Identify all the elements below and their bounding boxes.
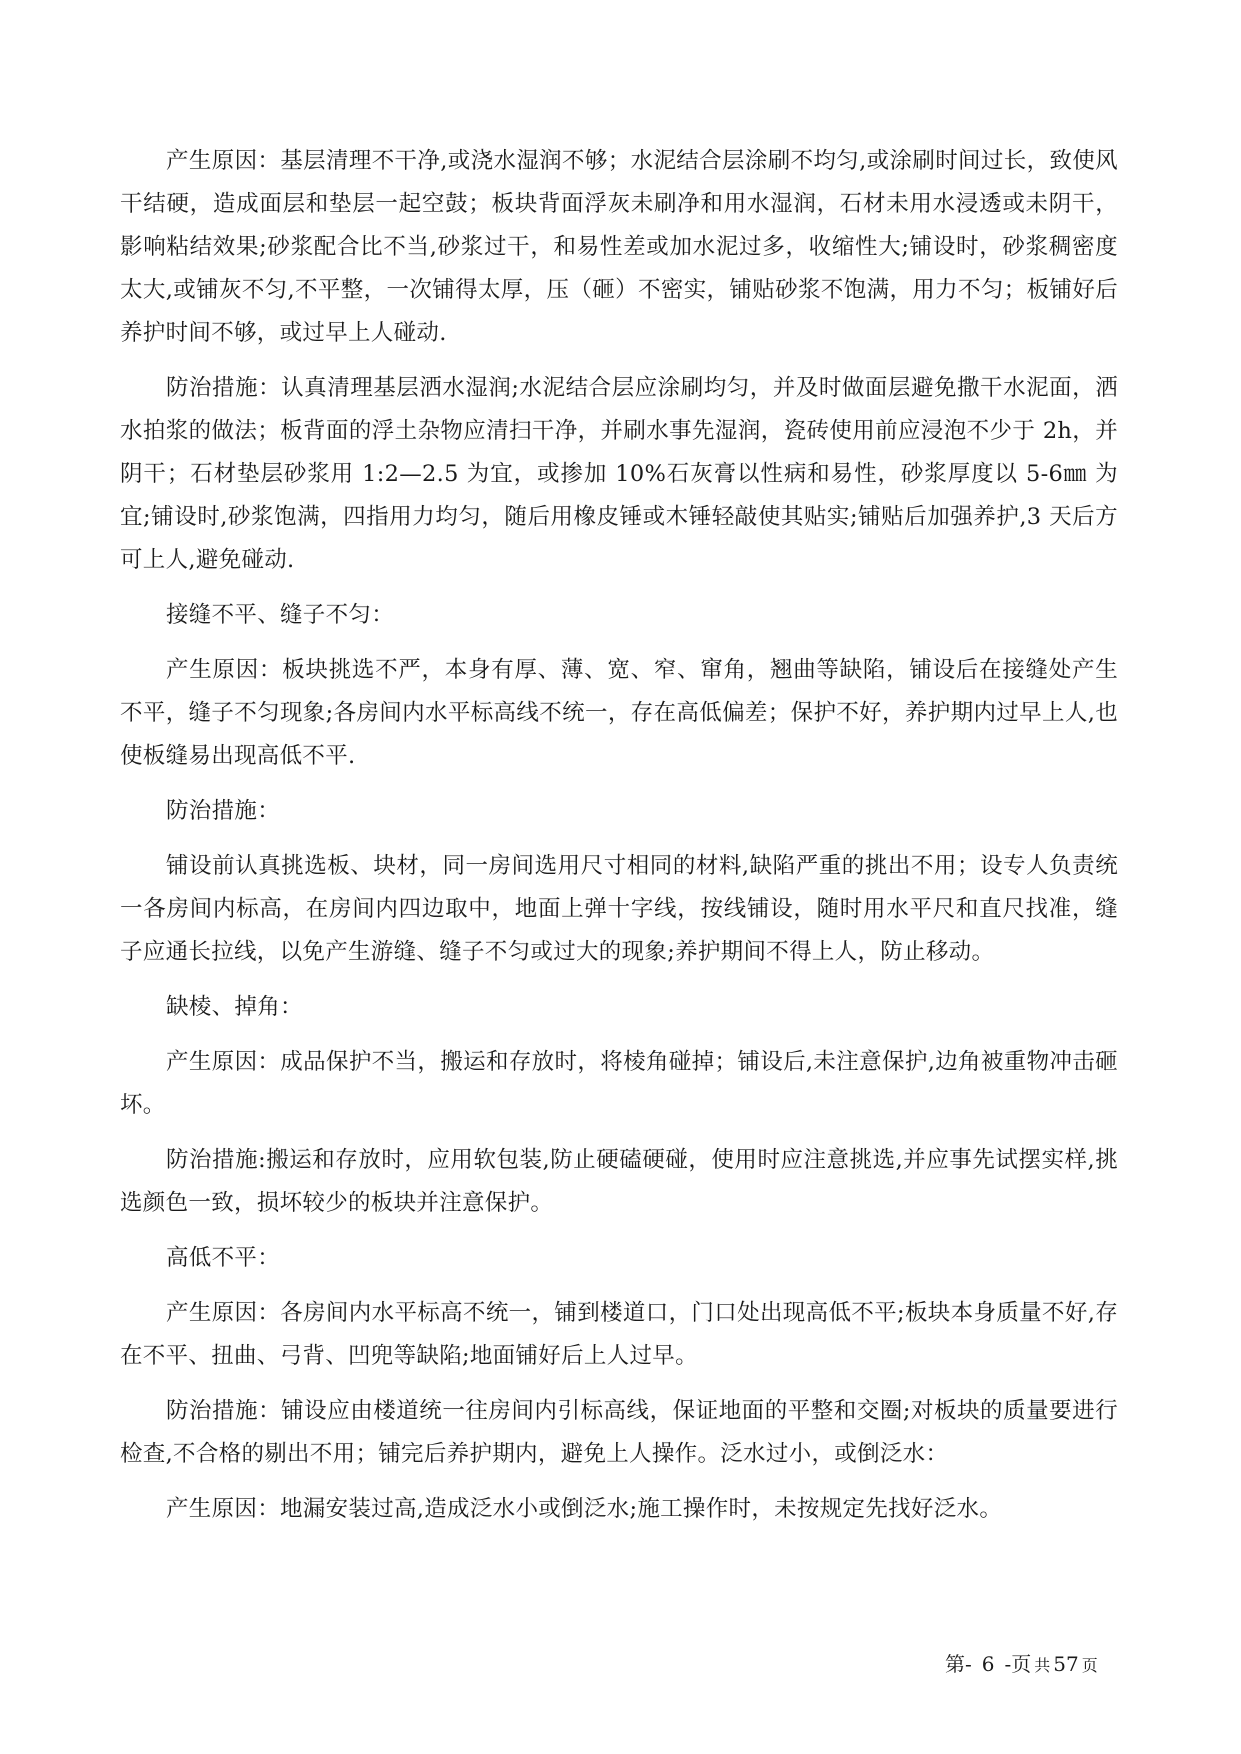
page-footer bbox=[945, 1648, 1101, 1677]
footer-prefix: 第- bbox=[945, 1652, 972, 1676]
footer-suffix: 页 bbox=[1081, 1656, 1098, 1675]
paragraph-cause-drainage: 产生原因：地漏安装过高,造成泛水小或倒泛水;施工操作时，未按规定先找好泛水。 bbox=[166, 1496, 1003, 1522]
paragraph-cause-hollow: 产生原因：基层清理不干净,或浇水湿润不够；水泥结合层涂刷不均匀,或涂刷时间过长，致使风干结硬，造成面层和垫层一起空鼓；板块背面浮灰未刷净和用水湿润，石材未用水浸透或未阴干，影响粘结效果;砂浆配合比不当,砂浆过干，和易性差或加水泥过多，收缩性大;铺设时，砂浆稠密度太大,或铺灰不匀,不平整，一次铺得太厚，压（砸）不密实，铺贴砂浆不饱满，用力不匀；板铺好后养护时间不够，或过早上人碰动. bbox=[120, 148, 1118, 346]
document-body bbox=[120, 140, 1118, 1543]
footer-total-pages: 57 bbox=[1053, 1652, 1079, 1676]
paragraph-prevention-chipped: 防治措施:搬运和存放时，应用软包装,防止硬磕硬碰，使用时应注意挑选,并应事先试摆实样,挑选颜色一致，损坏较少的板块并注意保护。 bbox=[120, 1147, 1118, 1216]
heading-uneven-height: 高低不平： bbox=[166, 1245, 281, 1271]
heading-uneven-joints: 接缝不平、缝子不匀： bbox=[166, 602, 395, 628]
paragraph-cause-uneven-joints: 产生原因：板块挑选不严，本身有厚、薄、宽、窄、窜角，翘曲等缺陷，铺设后在接缝处产生不平，缝子不匀现象;各房间内水平标高线不统一，存在高低偏差；保护不好，养护期内过早上人,也使板缝易出现高低不平. bbox=[120, 657, 1118, 769]
paragraph-prevention-hollow: 防治措施：认真清理基层洒水湿润;水泥结合层应涂刷均匀，并及时做面层避免撒干水泥面，洒水拍浆的做法；板背面的浮土杂物应清扫干净，并刷水事先湿润，瓷砖使用前应浸泡不少于 2h，并阴干；石材垫层砂浆用 1:2—2.5 为宜，或掺加 10%石灰膏以性病和易性，砂浆厚度以 5-6㎜ 为宜;铺设时,砂浆饱满，四指用力均匀，随后用橡皮锤或木锤轻敲使其贴实;铺贴后加强养护,3 天后方可上人,避免碰动. bbox=[120, 375, 1118, 573]
paragraph-cause-chipped: 产生原因：成品保护不当，搬运和存放时，将棱角碰掉；铺设后,未注意保护,边角被重物冲击砸坏。 bbox=[120, 1049, 1118, 1118]
footer-middle: -页 bbox=[1004, 1652, 1032, 1676]
heading-chipped-edges: 缺棱、掉角： bbox=[166, 994, 303, 1020]
heading-prevention-joints: 防治措施： bbox=[166, 798, 281, 824]
footer-page-number: 6 bbox=[981, 1652, 995, 1676]
paragraph-cause-uneven-height: 产生原因：各房间内水平标高不统一，铺到楼道口，门口处出现高低不平;板块本身质量不好,存在不平、扭曲、弓背、凹兜等缺陷;地面铺好后上人过早。 bbox=[120, 1300, 1118, 1369]
paragraph-prevention-uneven-height: 防治措施：铺设应由楼道统一往房间内引标高线，保证地面的平整和交圈;对板块的质量要进行检查,不合格的剔出不用；铺完后养护期内，避免上人操作。泛水过小，或倒泛水： bbox=[120, 1398, 1118, 1467]
footer-total-prefix: 共 bbox=[1034, 1656, 1051, 1675]
paragraph-prevention-joints: 铺设前认真挑选板、块材，同一房间选用尺寸相同的材料,缺陷严重的挑出不用；设专人负责统一各房间内标高，在房间内四边取中，地面上弹十字线，按线铺设，随时用水平尺和直尺找准，缝子应通长拉线，以免产生游缝、缝子不匀或过大的现象;养护期间不得上人，防止移动。 bbox=[120, 853, 1118, 965]
